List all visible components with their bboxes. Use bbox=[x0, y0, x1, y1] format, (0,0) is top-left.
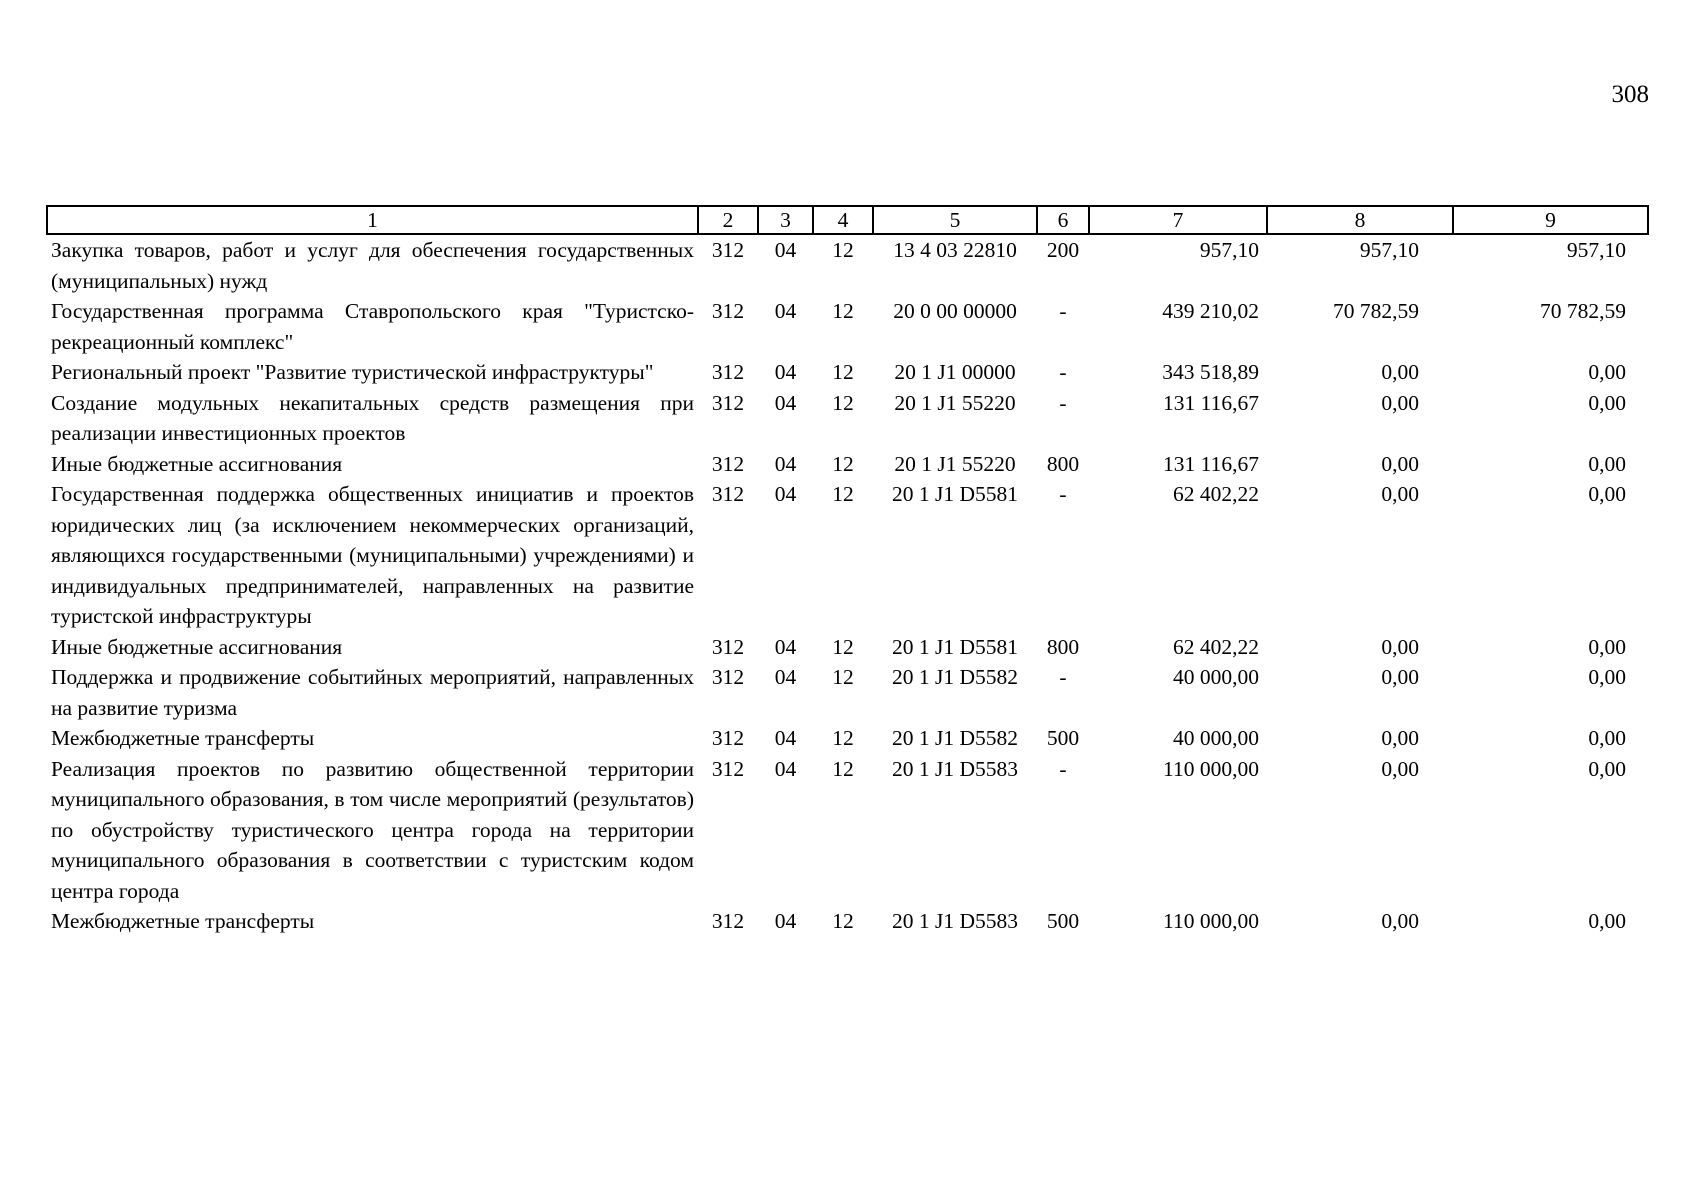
row-amount-col9-cell: 0,00 bbox=[1588, 756, 1626, 781]
row-section-cell: 04 bbox=[774, 726, 797, 750]
row-grbs-cell: 312 bbox=[711, 299, 745, 323]
row-grbs-cell: 312 bbox=[711, 360, 745, 384]
row-amount-col8-cell: 70 782,59 bbox=[1333, 299, 1419, 323]
row-target-article-cell: 20 1 J1 D5582 bbox=[891, 726, 1019, 750]
row-expense-type-cell: 200 bbox=[1046, 238, 1080, 262]
row-amount-col8-cell: 0,00 bbox=[1381, 756, 1419, 781]
row-amount-col8-cell: 0,00 bbox=[1381, 451, 1419, 476]
row-name-cell: Государственная поддержка общественных инициатив и проектов юридических лиц (за исключением некоммерческих организаций, являющихся государственными (муниципальными) учреждениями) и индивидуальных предпринимателей, направленных на развитие туристской инфраструктуры bbox=[51, 482, 694, 628]
row-amount-col7-cell: 40 000,00 bbox=[1173, 726, 1259, 750]
row-grbs-cell: 312 bbox=[711, 482, 745, 506]
row-section-cell: 04 bbox=[774, 299, 797, 323]
page-number: 308 bbox=[1611, 81, 1649, 108]
row-subsection-cell: 12 bbox=[832, 390, 854, 415]
row-name-cell: Иные бюджетные ассигнования bbox=[51, 451, 343, 476]
header-col-8: 8 bbox=[1267, 206, 1453, 234]
row-expense-type-cell: - bbox=[1059, 360, 1067, 384]
row-amount-col8-cell: 957,10 bbox=[1359, 238, 1419, 262]
row-section-cell: 04 bbox=[774, 238, 797, 262]
table-row bbox=[47, 662, 1648, 723]
row-name-cell: Региональный проект "Развитие туристической инфраструктуры" bbox=[51, 360, 654, 384]
row-target-article-cell: 20 1 J1 55220 bbox=[894, 451, 1016, 476]
row-expense-type-cell: 500 bbox=[1046, 726, 1080, 750]
row-subsection-cell: 12 bbox=[832, 665, 854, 689]
row-amount-col7-cell: 62 402,22 bbox=[1173, 634, 1259, 659]
table-row bbox=[47, 388, 1648, 449]
row-subsection-cell: 12 bbox=[832, 756, 854, 781]
header-col-1: 1 bbox=[47, 206, 698, 234]
row-section-cell: 04 bbox=[774, 451, 797, 476]
row-expense-type-cell: - bbox=[1059, 482, 1067, 506]
row-amount-col9-cell: 0,00 bbox=[1588, 634, 1626, 659]
table-row bbox=[47, 234, 1648, 296]
row-amount-col7-cell: 131 116,67 bbox=[1163, 451, 1259, 476]
header-col-6: 6 bbox=[1037, 206, 1089, 234]
row-amount-col9-cell: 0,00 bbox=[1588, 360, 1626, 384]
header-col-9: 9 bbox=[1453, 206, 1648, 234]
row-target-article-cell: 20 1 J1 55220 bbox=[894, 390, 1016, 415]
row-target-article-cell: 20 1 J1 D5583 bbox=[891, 909, 1019, 933]
row-target-article-cell: 20 1 J1 D5583 bbox=[891, 756, 1019, 781]
row-expense-type-cell: 500 bbox=[1046, 909, 1080, 933]
table-row bbox=[47, 906, 1648, 937]
row-section-cell: 04 bbox=[774, 360, 797, 384]
row-amount-col8-cell: 0,00 bbox=[1381, 909, 1419, 933]
row-section-cell: 04 bbox=[774, 665, 797, 689]
row-section-cell: 04 bbox=[774, 634, 797, 659]
row-target-article-cell: 20 1 J1 D5582 bbox=[891, 665, 1019, 689]
row-amount-col9-cell: 0,00 bbox=[1588, 665, 1626, 689]
row-amount-col8-cell: 0,00 bbox=[1381, 665, 1419, 689]
header-col-2: 2 bbox=[698, 206, 758, 234]
row-subsection-cell: 12 bbox=[832, 451, 854, 476]
row-amount-col7-cell: 131 116,67 bbox=[1163, 390, 1259, 415]
row-grbs-cell: 312 bbox=[711, 726, 745, 750]
row-expense-type-cell: - bbox=[1059, 665, 1067, 689]
row-amount-col9-cell: 0,00 bbox=[1588, 726, 1626, 750]
row-target-article-cell: 13 4 03 22810 bbox=[893, 238, 1017, 262]
row-amount-col7-cell: 40 000,00 bbox=[1173, 665, 1259, 689]
row-expense-type-cell: - bbox=[1059, 756, 1067, 781]
row-amount-col9-cell: 70 782,59 bbox=[1540, 299, 1626, 323]
budget-table bbox=[46, 205, 1649, 937]
row-subsection-cell: 12 bbox=[832, 909, 854, 933]
row-amount-col8-cell: 0,00 bbox=[1381, 390, 1419, 415]
row-subsection-cell: 12 bbox=[832, 238, 854, 262]
row-amount-col7-cell: 110 000,00 bbox=[1163, 756, 1259, 781]
row-amount-col9-cell: 0,00 bbox=[1588, 451, 1626, 476]
row-target-article-cell: 20 1 J1 D5581 bbox=[891, 482, 1019, 506]
row-subsection-cell: 12 bbox=[832, 726, 854, 750]
row-grbs-cell: 312 bbox=[711, 390, 745, 415]
row-subsection-cell: 12 bbox=[832, 634, 854, 659]
row-subsection-cell: 12 bbox=[832, 360, 854, 384]
row-section-cell: 04 bbox=[774, 756, 797, 781]
header-col-7: 7 bbox=[1089, 206, 1267, 234]
row-amount-col7-cell: 343 518,89 bbox=[1162, 360, 1259, 384]
row-name-cell: Межбюджетные трансферты bbox=[51, 726, 315, 750]
row-section-cell: 04 bbox=[774, 909, 797, 933]
row-grbs-cell: 312 bbox=[711, 634, 745, 659]
row-expense-type-cell: - bbox=[1059, 299, 1067, 323]
table-row bbox=[47, 479, 1648, 632]
row-target-article-cell: 20 1 J1 00000 bbox=[894, 360, 1016, 384]
header-col-5: 5 bbox=[873, 206, 1037, 234]
row-grbs-cell: 312 bbox=[711, 238, 745, 262]
row-subsection-cell: 12 bbox=[832, 299, 854, 323]
header-col-4: 4 bbox=[813, 206, 873, 234]
header-col-3: 3 bbox=[758, 206, 813, 234]
row-amount-col7-cell: 110 000,00 bbox=[1163, 909, 1259, 933]
row-amount-col8-cell: 0,00 bbox=[1381, 360, 1419, 384]
row-amount-col9-cell: 0,00 bbox=[1588, 909, 1626, 933]
table-row bbox=[47, 632, 1648, 663]
table-row bbox=[47, 754, 1648, 907]
row-name-cell: Государственная программа Ставропольского края "Туристско-рекреационный комплекс" bbox=[51, 299, 694, 354]
row-grbs-cell: 312 bbox=[711, 665, 745, 689]
row-amount-col8-cell: 0,00 bbox=[1381, 726, 1419, 750]
row-name-cell: Межбюджетные трансферты bbox=[51, 909, 315, 933]
table-body bbox=[47, 234, 1648, 937]
row-grbs-cell: 312 bbox=[711, 451, 745, 476]
row-expense-type-cell: - bbox=[1059, 390, 1067, 415]
row-amount-col9-cell: 957,10 bbox=[1566, 238, 1626, 262]
row-section-cell: 04 bbox=[774, 390, 797, 415]
row-amount-col7-cell: 957,10 bbox=[1199, 238, 1259, 262]
row-name-cell: Поддержка и продвижение событийных мероприятий, направленных на развитие туризма bbox=[51, 665, 694, 720]
row-amount-col7-cell: 439 210,02 bbox=[1162, 299, 1259, 323]
row-expense-type-cell: 800 bbox=[1046, 451, 1080, 476]
row-target-article-cell: 20 1 J1 D5581 bbox=[891, 634, 1019, 659]
row-section-cell: 04 bbox=[774, 482, 797, 506]
row-name-cell: Реализация проектов по развитию общественной территории муниципального образования, в том числе мероприятий (результатов) по обустройству туристического центра города на территории муниципального образования в соответствии с туристским кодом центра города bbox=[51, 756, 694, 903]
row-amount-col9-cell: 0,00 bbox=[1588, 390, 1626, 415]
table-row bbox=[47, 449, 1648, 480]
row-amount-col8-cell: 0,00 bbox=[1381, 634, 1419, 659]
row-amount-col8-cell: 0,00 bbox=[1381, 482, 1419, 506]
row-name-cell: Иные бюджетные ассигнования bbox=[51, 634, 343, 659]
table-row bbox=[47, 357, 1648, 388]
row-grbs-cell: 312 bbox=[711, 909, 745, 933]
row-name-cell: Создание модульных некапитальных средств размещения при реализации инвестиционных проектов bbox=[51, 390, 694, 445]
row-expense-type-cell: 800 bbox=[1046, 634, 1080, 659]
row-target-article-cell: 20 0 00 00000 bbox=[893, 299, 1017, 323]
table-row bbox=[47, 723, 1648, 754]
row-name-cell: Закупка товаров, работ и услуг для обеспечения государственных (муниципальных) нужд bbox=[51, 238, 694, 293]
row-amount-col9-cell: 0,00 bbox=[1588, 482, 1626, 506]
row-grbs-cell: 312 bbox=[711, 756, 745, 781]
header-row bbox=[47, 206, 1648, 234]
table-row bbox=[47, 296, 1648, 357]
row-subsection-cell: 12 bbox=[832, 482, 854, 506]
row-amount-col7-cell: 62 402,22 bbox=[1173, 482, 1259, 506]
table-header bbox=[47, 206, 1648, 234]
